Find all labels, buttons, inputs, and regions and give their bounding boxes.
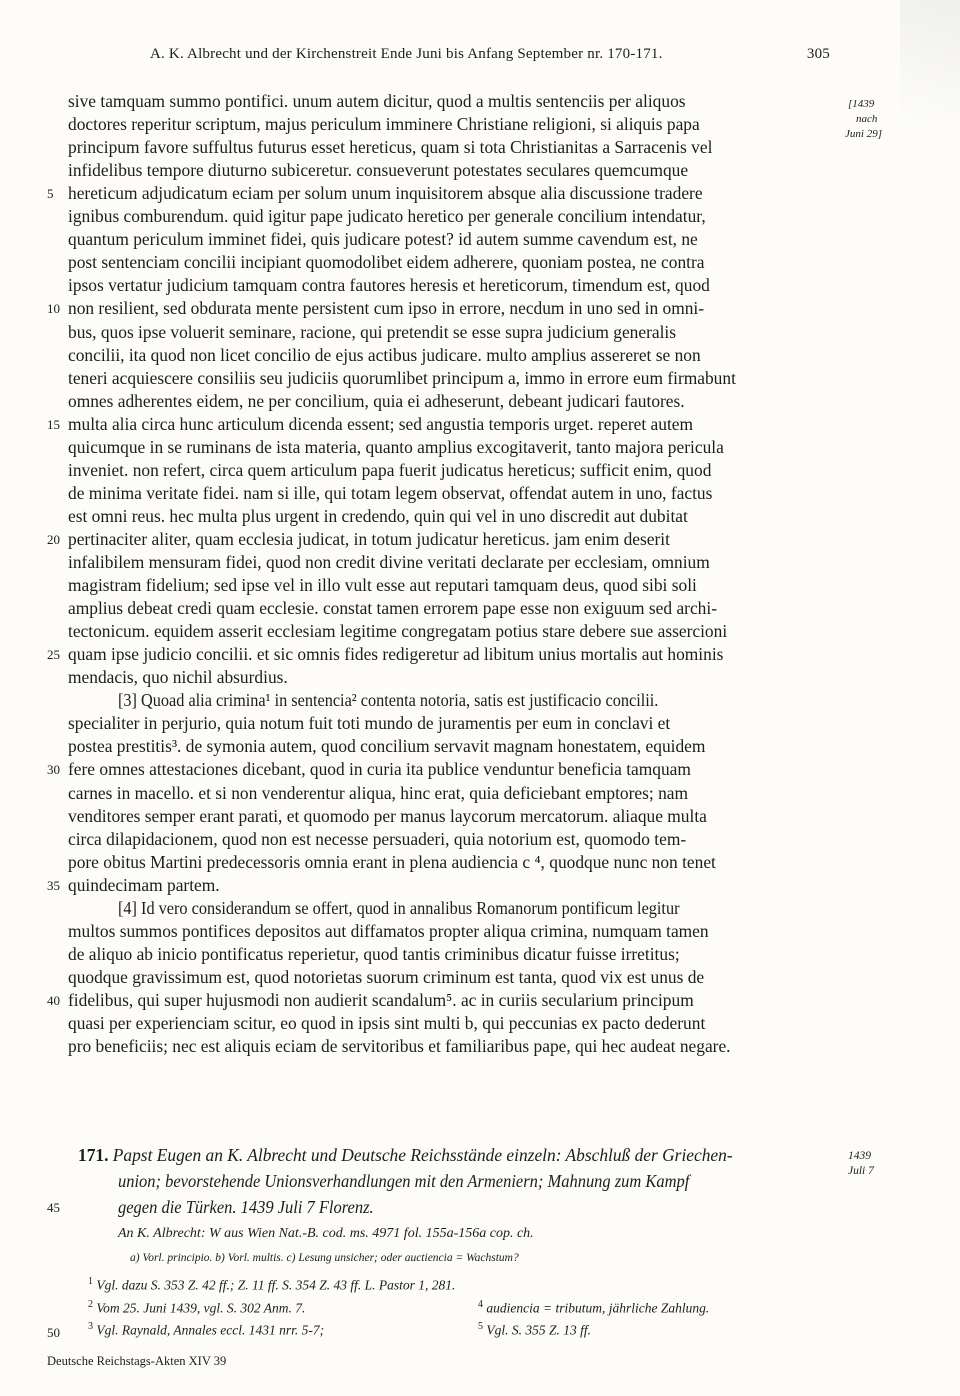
heading-text-1: Papst Eugen an K. Albrecht und Deutsche Reichsstände einzeln: Abschluß der Griechen- [112,1145,733,1165]
footnote-2-mark: 2 [88,1299,93,1310]
footnote-1-text: Vgl. dazu S. 353 Z. 42 ff.; Z. 11 ff. S. 354 Z. 43 ff. L. Pastor 1, 281. [96,1277,456,1293]
line-number: 20 [47,531,60,547]
document-number: 171. [78,1145,109,1165]
line-number: 10 [47,301,60,317]
line-number: 30 [47,762,60,778]
text-line: de minima veritate fidei. nam si ille, qui totam legem observat, offendat autem in uno, factus [68,482,713,503]
line-number: 50 [47,1325,60,1340]
text-line: [3] Quoad alia crimina¹ in sentencia² contenta notoria, satis est justificacio concilii. [118,690,659,711]
line-number: 40 [47,992,60,1008]
text-line: venditores semper erant parati, et quomodo per manus laycorum mercatorum. aliaque multa [68,805,707,826]
footnote-5 [478,1321,591,1339]
line-number: 5 [47,186,54,202]
text-line: post sentenciam concilii incipiant quomodolibet eidem adherere, quoniam postea, ne contra [68,252,705,273]
margin-date-day: Juni 29] [845,128,882,140]
document-heading-line-3: gegen die Türken. 1439 Juli 7 Florenz. [118,1197,374,1217]
text-line: pore obitus Martini predecessoris omnia erant in plena audiencia c ⁴, quodque nunc non tenet [68,851,716,872]
text-line: multos summos pontifices depositos aut diffamatos propter aliqua crimina, numquam tamen [68,920,709,941]
text-line: magistram fidelium; sed ipse vel in illo vult esse aut reputari tamquam deus, quod sibi soli [68,575,697,596]
running-title: A. K. Albrecht und der Kirchenstreit Ende Juni bis Anfang September nr. 170-171. [150,46,663,62]
line-number: 15 [47,416,60,432]
text-line: doctores reperitur scriptum, majus periculum imminere Christiane religioni, si aliquis papa [68,114,700,135]
text-line: multa alia circa hunc articulum dicenda essent; sed angustia temporis urget. reperet autem [68,413,694,434]
text-line: amplius debeat credi quam ecclesie. constat tamen errorem pape esse non exiguum sed archi- [68,598,717,619]
source-note: An K. Albrecht: W aus Wien Nat.-B. cod. ms. 4971 fol. 155a-156a cop. ch. [118,1226,534,1241]
text-line: de aliquo ab inicio pontificatus reperietur, quod tantis criminibus dicatur fuisse irretitus; [68,943,680,964]
text-line: quam ipse judicio concilii. et sic omnis fides redigeretur ad libitum unius mortalis aut hominis [68,644,724,665]
text-line: postea prestitis³. de symonia autem, quod concilium servavit magnam honestatem, equidem [68,736,706,757]
margin-date-nach: nach [856,113,878,125]
text-line: specialiter in perjurio, quia notum fuit toti mundo de juramentis per eum in conclavi et [68,713,671,734]
line-number: 35 [47,877,60,893]
footnote-3 [88,1321,324,1339]
footnote-1-mark: 1 [88,1276,93,1287]
text-line: concilii, ita quod non licet concilio de ejus actibus judicare. multo amplius assereret se non [68,344,701,365]
text-line: quindecimam partem. [68,874,220,895]
line-number: 25 [47,647,60,663]
text-line: infidelibus tempore diuturno subiceretur. consueverunt potestates seculares quemcumque [68,160,689,181]
text-line: bus, quos ipse voluerit seminare, racione, qui pretendit se esse supra judicium generalis [68,321,677,342]
footnote-2-text: Vom 25. Juni 1439, vgl. S. 302 Anm. 7. [96,1300,306,1316]
text-line: sive tamquam summo pontifici. unum autem dicitur, quod a multis sentenciis per aliquos [68,91,686,111]
text-line: pro beneficiis; nec est aliquis eciam de servitoribus et familiaribus pape, qui hec audeat negare. [68,1036,731,1057]
text-line: est omni reus. hec multa plus urgent in credendo, quin qui vel in uno discredit aut dubitat [68,505,688,526]
text-line: omnes adherentes eidem, ne per concilium, quia ei adheserunt, debeant judicari fautores. [68,390,685,411]
footnote-4-text: audiencia = tributum, jährliche Zahlung. [486,1300,710,1316]
margin-doc-day: Juli 7 [848,1165,874,1177]
text-line: infalibilem mensuram fidei, quod non credit divine veritati declarate per ecclesiam, omnium [68,552,710,572]
footnote-1 [88,1276,455,1294]
page-number: 305 [806,46,830,62]
text-line: carnes in macello. et si non venderentur aliqua, hinc erat, quia deficiebant emptores; nam [68,782,689,803]
margin-doc-year: 1439 [848,1150,871,1162]
text-line: circa dilapidacionem, quod non est necesse persuaderi, quia notorium est, quomodo tem- [68,828,687,849]
page-footer: Deutsche Reichstags-Akten XIV 39 [47,1354,227,1368]
running-header [150,46,830,63]
text-line: quicumque in se ruminans de ista materia, quanto amplius excogitaverit, tanto majora pericula [68,436,724,457]
text-line: tectonicum. equidem asserit ecclesiam legitime congregatam potius stare debere sue assercioni [68,621,728,642]
text-line: [4] Id vero considerandum se offert, quod in annalibus Romanorum pontificum legitur [118,897,680,918]
text-line: quodque gravissimum est, quod notorietas suorum criminum est tanta, quod vix est unus de [68,966,705,987]
margin-date-year: [1439 [848,98,875,110]
footnote-2 [88,1299,305,1317]
text-line: quasi per experienciam scitur, eo quod in ipsis sint multi b, qui peccunias ex pacto dederunt [68,1013,706,1033]
text-line: quantum periculum imminet fidei, quis judicare potest? id autem summe cavendum est, ne [68,229,698,250]
footnote-4-mark: 4 [478,1299,483,1310]
line-number: 45 [47,1200,60,1215]
document-heading-line-2: union; bevorstehende Unionsverhandlungen mit den Armeniern; Mahnung zum Kampf [118,1171,690,1191]
text-line: ignibus comburendum. quid igitur pape judicato heretico per generale concilium intendatur, [68,206,706,227]
text-line: hereticum adjudicatum eciam per solum unum inquisitorem absque alia discussione tradere [68,183,703,204]
footnote-3-mark: 3 [88,1321,93,1332]
scan-edge-shadow [900,0,960,120]
footnote-5-text: Vgl. S. 355 Z. 13 ff. [486,1322,592,1338]
text-line: ipsos vertatur judicium tamquam contra fautores heresis et hereticorum, timendum est, quod [68,275,710,296]
text-line: non resilient, sed obdurata mente persistent cum ipso in errore, necdum in uno sed in omni- [68,298,705,319]
text-line: pertinaciter aliter, quam ecclesia judicat, in totum judicatur hereticus. jam enim deserit [68,528,670,549]
text-critical-notes: a) Vorl. principio. b) Vorl. multis. c) Lesung unsicher; oder auctiencia = Wachstum? [130,1252,519,1264]
document-heading-line-1 [78,1143,838,1167]
footnote-5-mark: 5 [478,1321,483,1332]
text-line: teneri acquiescere consiliis seu judiciis quorumlibet principum a, immo in errore eum firmabunt [68,367,736,388]
text-line: inveniet. non refert, circa quem articulum papa fuerit judicatus hereticus; sufficit enim, quod [68,459,712,480]
footnote-3-text: Vgl. Raynald, Annales eccl. 1431 nrr. 5-7; [96,1322,325,1338]
text-line: fere omnes attestaciones dicebant, quod in curia ita publice venduntur beneficia tamquam [68,759,691,780]
text-line: mendacis, quo nichil absurdius. [68,667,288,688]
text-line: fidelibus, qui super hujusmodi non audierit scandalum⁵. ac in curiis secularium principum [68,989,694,1010]
text-line: principum favore suffultus futurus esset hereticus, quam si tota Christianitas a Sarracenis vel [68,137,713,158]
footnote-4 [478,1299,709,1317]
